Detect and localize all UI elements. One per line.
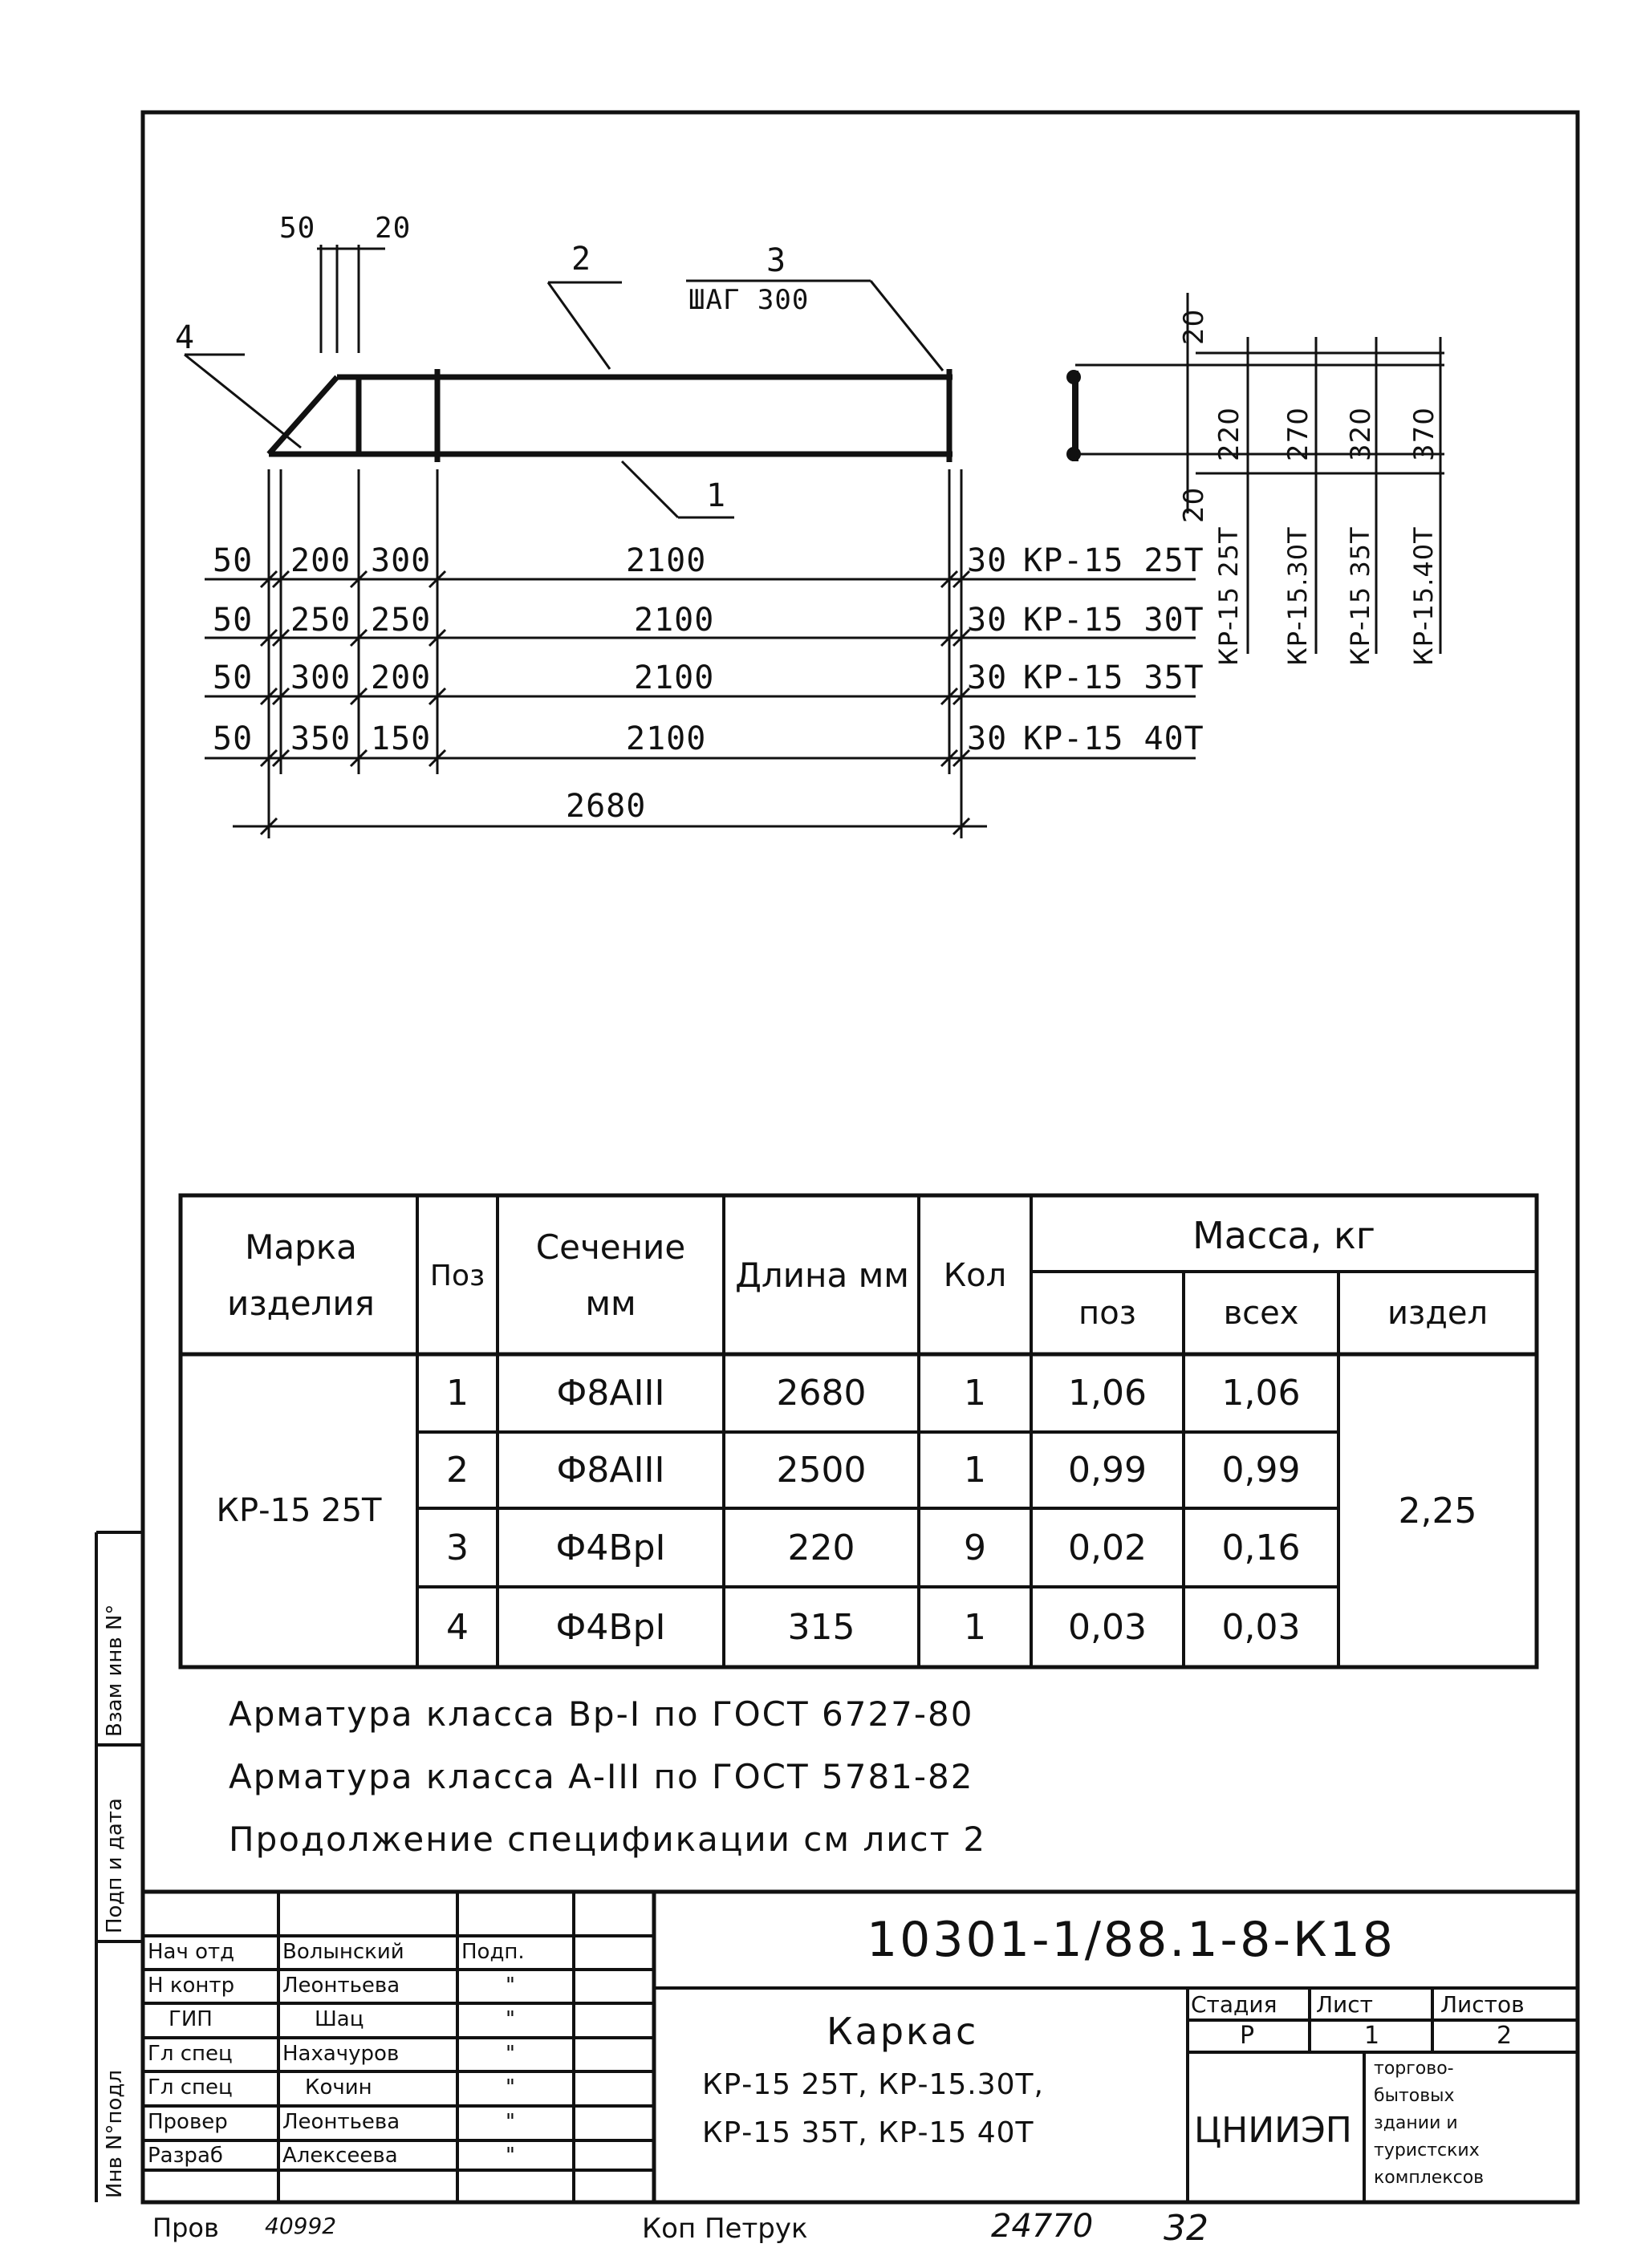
dim-cell: 2100 [626,542,707,579]
person-name: Волынский [282,1940,404,1964]
stage-label: Стадия [1191,1991,1277,2018]
cell-mass-all: 0,03 [1221,1606,1301,1648]
footer-date: 40992 [265,2213,337,2239]
person-name: Алексеева [282,2144,398,2168]
cell-section: Ф8АIII [556,1450,665,1491]
dim-cell: 200 [290,542,351,579]
note-3: Продолжение спецификации см лист 2 [229,1820,987,1859]
sheets-value: 2 [1497,2022,1513,2050]
cell-section: Ф8АIII [556,1373,665,1414]
callout-3-note: ШАГ 300 [688,284,810,316]
sheets-label: Листов [1440,1991,1525,2018]
person-role: Нач отд [148,1940,235,1964]
cell-length: 315 [787,1606,855,1648]
stage-value: Р [1240,2022,1255,2050]
person-name: Кочин [305,2075,372,2100]
cell-mass-all: 1,06 [1221,1373,1301,1414]
cell-mass-pos: 0,99 [1068,1450,1147,1491]
cell-qty: 1 [964,1606,986,1648]
section-dim-top: 20 [1178,308,1210,345]
org-desc-line: здании и [1374,2113,1458,2133]
person-role: Провер [148,2110,228,2134]
callout-3: 3 [766,242,787,279]
person-sign: " [506,1974,515,1998]
dim-cell: 50 [213,542,254,579]
person-sign: " [506,2042,515,2066]
cell-section: Ф4ВрI [555,1527,666,1568]
dim-cell: 30 [967,542,1008,579]
organization: ЦНИИЭП [1194,2110,1352,2151]
dim-cell: 2100 [634,602,715,639]
org-desc-line: торгово- [1374,2059,1454,2079]
person-name: Леонтьева [282,1974,400,1998]
document-code: 10301-1/88.1-8-К18 [867,1912,1395,1968]
margin-label-sign-date: Подп и дата [103,1798,127,1933]
cell-pos: 2 [446,1450,469,1491]
cell-qty: 1 [964,1450,986,1491]
header-mass-all: всех [1223,1294,1299,1332]
note-2: Арматура класса А-III по ГОСТ 5781-82 [229,1757,974,1796]
person-name: Шац [315,2007,364,2031]
cell-mass-pos: 0,03 [1068,1606,1147,1648]
dim-cell: 50 [213,602,254,639]
footer-prov: Пров [152,2213,219,2243]
margin-label-inv: Инв N°подл [103,2070,127,2198]
note-1: Арматура класса Вр-I по ГОСТ 6727-80 [229,1694,974,1734]
footer-kop: Коп Петрук [642,2213,808,2245]
org-desc-line: комплексов [1374,2168,1485,2188]
dim-cell: 50 [213,659,254,696]
person-sign: " [506,2144,515,2168]
header-mass-pos: поз [1078,1294,1136,1332]
org-desc-line: бытовых [1374,2086,1455,2106]
dim-cell: 30 [967,602,1008,639]
person-role: Гл спец [148,2075,233,2100]
header-qty: Кол [943,1257,1007,1294]
person-role: Разраб [148,2144,223,2168]
dim-20-top: 20 [375,212,412,245]
cell-qty: 9 [964,1527,986,1568]
person-sign: " [506,2110,515,2134]
header-length: Длина мм [735,1256,909,1295]
cell-pos: 3 [446,1527,469,1568]
cell-mass-pos: 0,02 [1068,1527,1147,1568]
dim-cell: 2100 [634,659,715,696]
dim-cell: 150 [371,720,432,757]
person-sign: " [506,2007,515,2031]
callout-4: 4 [175,319,196,356]
dim-mark: КР-15 40Т [1023,720,1204,757]
dim-cell: 30 [967,659,1008,696]
cell-pos: 1 [446,1373,469,1414]
sheet-value: 1 [1364,2022,1380,2050]
item-mass: 2,25 [1398,1490,1477,1532]
dim-mark: КР-15 25Т [1023,542,1204,579]
header-mass-item: издел [1387,1294,1489,1332]
section-mark: КР-15 35Т [1345,526,1375,666]
dim-mark: КР-15 35Т [1023,659,1204,696]
dim-cell: 300 [290,659,351,696]
section-height: 270 [1282,407,1314,461]
dim-50-top: 50 [279,212,316,245]
person-role: Гл спец [148,2042,233,2066]
section-height: 370 [1408,407,1440,461]
section-mark: КР-15 25Т [1213,526,1244,666]
person-name: Нахачуров [282,2042,400,2066]
section-dim-bottom: 20 [1178,486,1210,523]
dim-cell: 200 [371,659,432,696]
stamp-subtitle-2: КР-15 35Т, КР-15 40Т [702,2116,1034,2149]
org-desc-line: туристских [1374,2140,1480,2160]
header-mark: Марка изделия [227,1227,375,1323]
item-mark: КР-15 25Т [216,1492,382,1529]
stamp-title: Каркас [827,2010,979,2053]
margin-label-replace: Взам инв N° [103,1604,127,1737]
person-role: Н контр [148,1974,235,1998]
cell-qty: 1 [964,1373,986,1414]
header-pos: Поз [429,1259,485,1292]
cell-section: Ф4ВрI [555,1606,666,1648]
dim-cell: 30 [967,720,1008,757]
cell-length: 220 [787,1527,855,1568]
dim-cell: 250 [290,602,351,639]
cell-pos: 4 [446,1606,469,1648]
signature-header: Подп. [461,1940,525,1964]
section-height: 220 [1213,407,1245,461]
sheet-label: Лист [1316,1991,1373,2018]
header-section: Сечение мм [535,1227,686,1323]
footer-number: 24770 [991,2208,1094,2245]
dim-cell: 300 [371,542,432,579]
cell-length: 2500 [776,1450,867,1491]
cell-length: 2680 [776,1373,867,1414]
footer-page: 32 [1164,2208,1208,2249]
dim-mark: КР-15 30Т [1023,602,1204,639]
dim-cell: 2100 [626,720,707,757]
dim-cell: 350 [290,720,351,757]
cell-mass-all: 0,99 [1221,1450,1301,1491]
person-role: ГИП [169,2007,213,2031]
section-mark: КР-15.30Т [1282,526,1313,666]
person-name: Леонтьева [282,2110,400,2134]
cell-mass-all: 0,16 [1221,1527,1301,1568]
section-mark: КР-15.40Т [1408,526,1439,666]
dim-cell: 50 [213,720,254,757]
section-height: 320 [1345,407,1377,461]
dim-total: 2680 [566,788,647,825]
callout-2: 2 [571,241,592,278]
cell-mass-pos: 1,06 [1068,1373,1147,1414]
header-mass: Масса, кг [1192,1214,1375,1257]
stamp-subtitle-1: КР-15 25Т, КР-15.30Т, [702,2068,1044,2101]
callout-1: 1 [706,477,727,514]
person-sign: " [506,2075,515,2100]
dim-cell: 250 [371,602,432,639]
